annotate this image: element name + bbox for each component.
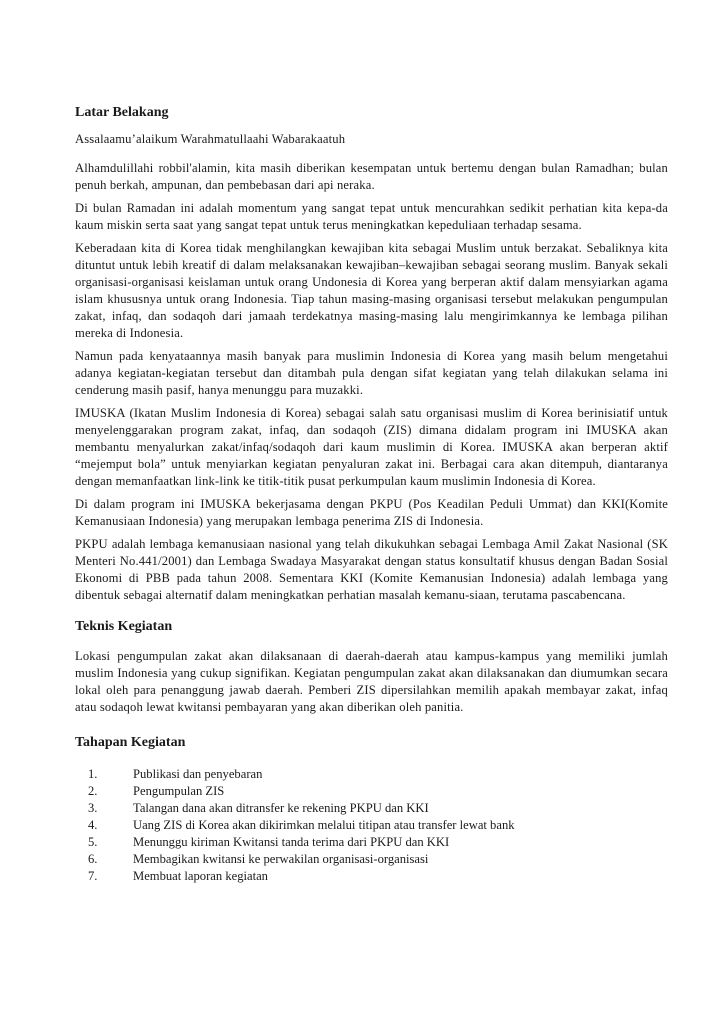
heading-latar-belakang: Latar Belakang <box>75 105 169 120</box>
list-item <box>88 783 668 800</box>
list-number: 3. <box>88 801 98 815</box>
list-text: Pengumpulan ZIS <box>133 784 225 798</box>
paragraph-ramadan: Di bulan Ramadan ini adalah momentum yang sangat tepat untuk mencurahkan sedikit perhatian kita kepa-da kaum miskin serta saat yang sangat tepat untuk terus meningkatkan kepeduliaan terhadap sesama. <box>75 201 668 232</box>
greeting: Assalaamu’alaikum Warahmatullaahi Wabarakaatuh <box>75 132 346 146</box>
list-number: 7. <box>88 869 98 883</box>
list-text: Membagikan kwitansi ke perwakilan organisasi-organisasi <box>133 852 429 866</box>
list-text: Talangan dana akan ditransfer ke rekening PKPU dan KKI <box>133 801 429 815</box>
list-number: 2. <box>88 784 98 798</box>
list-item <box>88 851 668 868</box>
paragraph-kerjasama: Di dalam program ini IMUSKA bekerjasama dengan PKPU (Pos Keadilan Peduli Ummat) dan KKI(Komite Kemanusiaan Indonesia) yang merupakan lembaga penerima ZIS di Indonesia. <box>75 497 668 528</box>
list-text: Publikasi dan penyebaran <box>133 767 263 781</box>
list-text: Membuat laporan kegiatan <box>133 869 268 883</box>
list-item <box>88 834 668 851</box>
list-number: 1. <box>88 767 98 781</box>
paragraph-kenyataan: Namun pada kenyataannya masih banyak para muslimin Indonesia di Korea yang masih belum mengetahui adanya kegiatan-kegiatan tersebut dan ditambah pula dengan sifat kegiatan yang telah dilakukan selama ini cenderung masih pasif, hanya menunggu para muzakki. <box>75 349 668 397</box>
paragraph-pkpu: PKPU adalah lembaga kemanusiaan nasional yang telah dikukuhkan sebagai Lembaga Amil Zakat Nasional (SK Menteri No.441/2001) dan Lembaga Swadaya Masyarakat dengan status konsultatif khusus dengan Badan Sosial Ekonomi di PBB pada tahun 2008. Sementara KKI (Komite Kemanusian Indonesia) adalah lembaga yang dibentuk sebagai alternatif dalam meningkatkan perhatian masalah kemanu-siaan, terutama pascabencana. <box>75 537 668 602</box>
list-item <box>88 800 668 817</box>
list-number: 5. <box>88 835 98 849</box>
list-item <box>88 766 668 783</box>
list-text: Uang ZIS di Korea akan dikirimkan melalui titipan atau transfer lewat bank <box>133 818 515 832</box>
heading-tahapan-kegiatan: Tahapan Kegiatan <box>75 735 186 750</box>
document-body <box>75 104 668 885</box>
list-item <box>88 868 668 885</box>
paragraph-imuska: IMUSKA (Ikatan Muslim Indonesia di Korea) sebagai salah satu organisasi muslim di Korea berinisiatif untuk menyelenggarakan program zakat, infaq, dan sodaqoh (ZIS) dimana didalam program ini IMUSKA akan membantu menyalurkan zakat/infaq/sodaqoh dari kaum muslimin di Korea. IMUSKA akan berperan aktif “mejemput bola” untuk menyiarkan kegiatan penyaluran zakat ini. Berbagai cara akan ditempuh, diantaranya dengan memanfaatkan link-link ke titik-titik pusat perkumpulan kaum muslimin Indonesia di Korea. <box>75 406 668 488</box>
stages-list <box>75 766 668 885</box>
list-text: Menunggu kiriman Kwitansi tanda terima dari PKPU dan KKI <box>133 835 450 849</box>
paragraph-lokasi: Lokasi pengumpulan zakat akan dilaksanaan di daerah-daerah atau kampus-kampus yang memiliki jumlah muslim Indonesia yang cukup signifikan. Kegiatan pengumpulan zakat akan dilaksanakan dan diumumkan secara lokal oleh para penanggung jawab daerah. Pemberi ZIS dipersilahkan memilih apakah membayar zakat, infaq atau sodaqoh lewat kwitansi pembayaran yang akan diberikan oleh panitia. <box>75 649 668 714</box>
list-number: 6. <box>88 852 98 866</box>
list-item <box>88 817 668 834</box>
paragraph-alhamdulillah: Alhamdulillahi robbil'alamin, kita masih diberikan kesempatan untuk bertemu dengan bulan Ramadhan; bulan penuh berkah, ampunan, dan pembebasan dari api neraka. <box>75 161 668 192</box>
heading-teknis-kegiatan: Teknis Kegiatan <box>75 619 173 634</box>
list-number: 4. <box>88 818 98 832</box>
paragraph-keberadaan: Keberadaan kita di Korea tidak menghilangkan kewajiban kita sebagai Muslim untuk berzakat. Sebaliknya kita dituntut untuk lebih kreatif di dalam melaksanakan kewajiban–kewajiban sebagai seorang muslim. Banyak sekali organisasi-organisasi keislaman untuk orang Undonesia di Korea yang berperan aktif dalam mensyiarkan agama islam khususnya untuk orang Indonesia. Tiap tahun masing-masing organisasi tersebut melakukan pengumpulan zakat, infaq, dan sodaqoh dari jamaah terdekatnya masing-masing lalu mengirimkannya ke lembaga pilihan mereka di Indonesia. <box>75 241 668 340</box>
